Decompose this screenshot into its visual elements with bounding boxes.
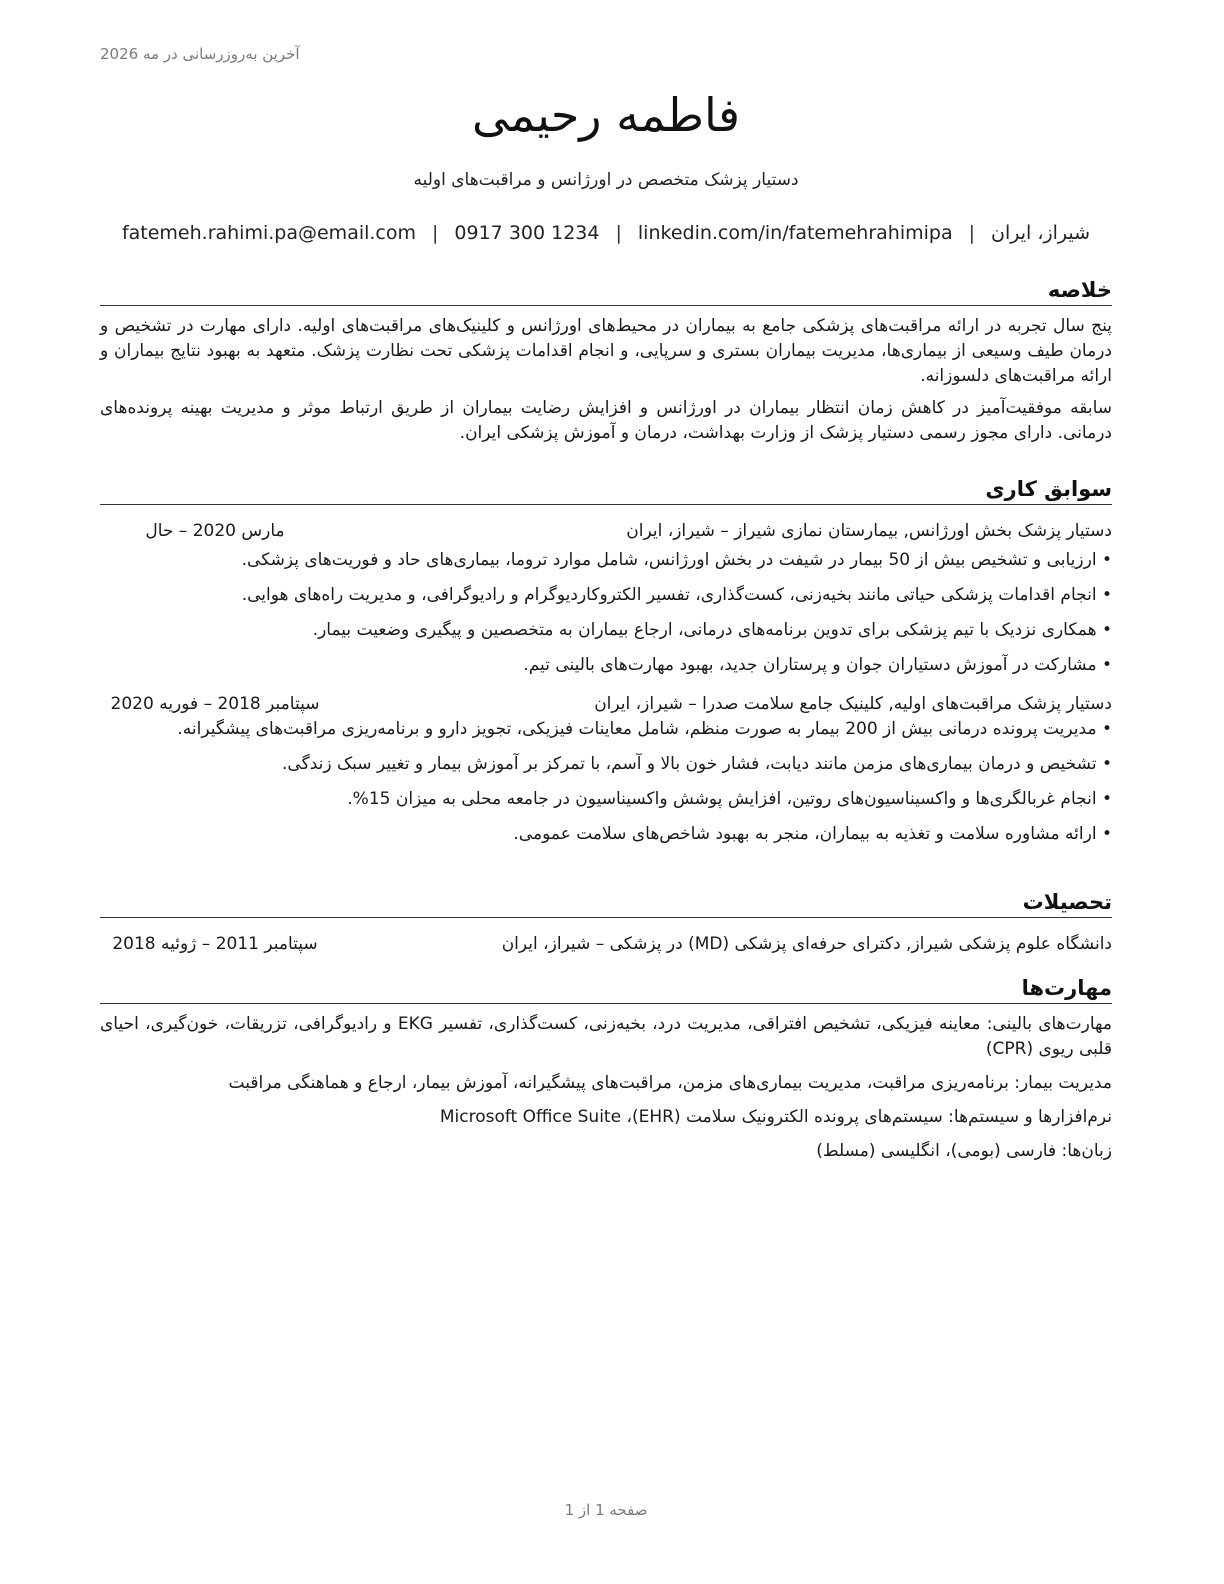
list-item: • ارزیابی و تشخیص بیش از 50 بیمار در شیفت در بخش اورژانس، شامل موارد تروما، بیماری‌های حاد و فوریت‌های پزشکی. <box>100 548 1112 573</box>
summary-heading: خلاصه <box>100 276 1112 306</box>
list-item: • انجام غربالگری‌ها و واکسیناسیون‌های روتین، افزایش پوشش واکسیناسیون در جامعه محلی به میزان 15%. <box>100 787 1112 812</box>
job-bullets <box>100 548 1112 678</box>
summary-paragraph: سابقه موفقیت‌آمیز در کاهش زمان انتظار بیماران در اورژانس و افزایش رضایت بیماران از طریق ارتباط موثر و مدیریت بهینه پرونده‌های درمانی. دارای مجوز رسمی دستیار پزشک از وزارت بهداشت، درمان و آموزش پزشکی ایران. <box>100 398 1112 443</box>
list-item: • تشخیص و درمان بیماری‌های مزمن مانند دیابت، فشار خون بالا و آسم، با تمرکز بر آموزش بیمار و تغییر سبک زندگی. <box>100 752 1112 777</box>
contact-phone[interactable]: 0917 300 1234 <box>454 222 600 244</box>
skill-line: مهارت‌های بالینی: معاینه فیزیکی، تشخیص افتراقی، مدیریت درد، بخیه‌زنی، کست‌گذاری، تفسیر EKG و رادیوگرافی، تزریقات، خون‌گیری، احیای قلبی ریوی (CPR) <box>100 1014 1112 1059</box>
experience-section <box>100 475 1112 857</box>
contact-email[interactable]: fatemeh.rahimi.pa@email.com <box>121 222 417 244</box>
job-dates: سپتامبر 2018 – فوریه 2020 <box>110 694 320 714</box>
education-dates: سپتامبر 2011 – ژوئیه 2018 <box>112 934 318 954</box>
skills-heading: مهارت‌ها <box>100 974 1112 1004</box>
job-title: دستیار پزشک مراقبت‌های اولیه, کلینیک جامع سلامت صدرا – شیراز، ایران <box>594 694 1112 714</box>
skill-line: مدیریت بیمار: برنامه‌ریزی مراقبت، مدیریت بیماری‌های مزمن، مراقبت‌های پیشگیرانه، آموزش بیمار، ارجاع و هماهنگی مراقبت <box>228 1073 1112 1093</box>
list-item: • همکاری نزدیک با تیم پزشکی برای تدوین برنامه‌های درمانی، ارجاع بیماران به متخصصین و پیگیری وضعیت بیمار. <box>100 618 1112 643</box>
list-item: • ارائه مشاوره سلامت و تغذیه به بیماران، منجر به بهبود شاخص‌های سلامت عمومی. <box>100 822 1112 847</box>
list-item: • مشارکت در آموزش دستیاران جوان و پرستاران جدید، بهبود مهارت‌های بالینی تیم. <box>100 653 1112 678</box>
candidate-subtitle: دستیار پزشک متخصص در اورژانس و مراقبت‌های اولیه <box>413 170 799 190</box>
job-bullets <box>100 717 1112 847</box>
experience-heading: سوابق کاری <box>100 475 1112 505</box>
resume-page <box>100 0 1112 1584</box>
skills-section <box>100 974 1112 1164</box>
job-title: دستیار پزشک بخش اورژانس, بیمارستان نمازی شیراز – شیراز، ایران <box>626 521 1112 541</box>
summary-section <box>100 276 1112 446</box>
job-dates: مارس 2020 – حال <box>145 521 285 541</box>
job-header <box>100 692 1112 717</box>
contact-separator: | <box>615 222 622 244</box>
contact-location: شیراز، ایران <box>991 222 1091 244</box>
education-section <box>100 888 1112 957</box>
education-heading: تحصیلات <box>100 888 1112 918</box>
summary-paragraph: پنج سال تجربه در ارائه مراقبت‌های پزشکی جامع به بیماران در محیط‌های اورژانس و کلینیک‌های مراقبت‌های اولیه. دارای مهارت در تشخیص و درمان طیف وسیعی از بیماری‌ها، مدیریت بیماران بستری و سرپایی، و انجام اقدامات پزشکی تحت نظارت پزشک. متعهد به بهبود نتایج بیماران و ارائه مراقبت‌های دلسوزانه. <box>100 316 1112 386</box>
skill-line: زبان‌ها: فارسی (بومی)، انگلیسی (مسلط) <box>816 1141 1112 1161</box>
education-entry <box>100 932 1112 957</box>
education-title: دانشگاه علوم پزشکی شیراز, دکترای حرفه‌ای پزشکی (MD) در پزشکی – شیراز، ایران <box>501 934 1112 954</box>
contact-separator: | <box>432 222 439 244</box>
contact-linkedin[interactable]: linkedin.com/in/fatemehrahimipa <box>637 222 953 244</box>
skill-line: نرم‌افزارها و سیستم‌ها: سیستم‌های پرونده الکترونیک سلامت (EHR)، Microsoft Office Suite <box>439 1107 1112 1127</box>
list-item: • انجام اقدامات پزشکی حیاتی مانند بخیه‌زنی، کست‌گذاری، تفسیر الکتروکاردیوگرام و رادیوگرافی، و مدیریت راه‌های هوایی. <box>100 583 1112 608</box>
page-number: صفحه 1 از 1 <box>564 1501 648 1519</box>
candidate-name: فاطمه رحیمی <box>472 88 740 142</box>
last-updated-note: آخرین به‌روزرسانی در مه 2026 <box>100 45 300 63</box>
job-header <box>100 519 1112 544</box>
list-item: • مدیریت پرونده درمانی بیش از 200 بیمار به صورت منظم، شامل معاینات فیزیکی، تجویز دارو و برنامه‌ریزی مراقبت‌های پیشگیرانه. <box>100 717 1112 742</box>
contact-separator: | <box>968 222 976 244</box>
contact-line <box>100 222 1112 244</box>
